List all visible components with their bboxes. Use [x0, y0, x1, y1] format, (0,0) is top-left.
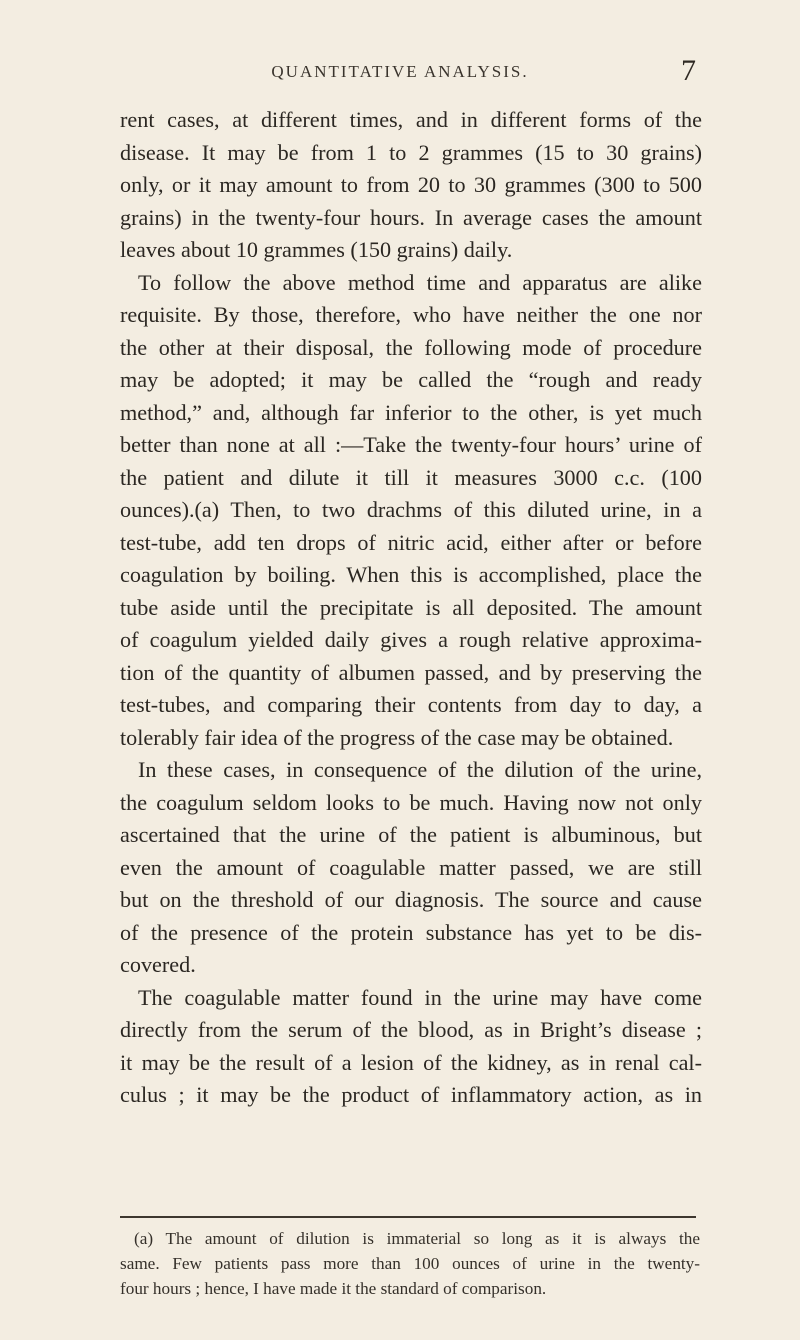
text-line: directly from the serum of the blood, as in Bright’s disease ;: [120, 1017, 702, 1042]
text-line: ascertained that the urine of the patient is albuminous, but: [120, 822, 702, 847]
paragraph-start-line: In these cases, in consequence of the dilution of the urine,: [138, 757, 702, 782]
text-line: the patient and dilute it till it measures 3000 c.c. (100: [120, 464, 702, 490]
text-line: culus ; it may be the product of inflammatory action, as in: [120, 1082, 702, 1107]
text-line: the coagulum seldom looks to be much. Having now not only: [120, 789, 702, 815]
text-line: test-tubes, and comparing their contents from day to day, a: [120, 692, 702, 717]
text-line: leaves about 10 grammes (150 grains) daily.: [120, 237, 513, 262]
text-line: better than none at all :—Take the twenty-four hours’ urine of: [120, 432, 702, 457]
text-line: it may be the result of a lesion of the kidney, as in renal cal-: [120, 1049, 702, 1075]
body-text: [120, 104, 702, 1112]
text-line: of coagulum yielded daily gives a rough relative approxima-: [120, 627, 702, 652]
paragraph-start-line: The coagulable matter found in the urine may have come: [138, 984, 702, 1010]
text-line: but on the threshold of our diagnosis. The source and cause: [120, 887, 702, 912]
text-line: tolerably fair idea of the progress of the case may be obtained.: [120, 724, 674, 750]
footnote-line: (a) The amount of dilution is immaterial so long as it is always the: [134, 1229, 700, 1248]
text-line: rent cases, at different times, and in different forms of the: [120, 107, 702, 132]
text-line: tion of the quantity of albumen passed, and by preserving the: [120, 659, 702, 685]
text-line: only, or it may amount to from 20 to 30 grammes (300 to 500: [120, 172, 702, 197]
footnote-line: same. Few patients pass more than 100 ounces of urine in the twenty-: [120, 1254, 700, 1273]
page-number: 7: [681, 54, 696, 87]
text-line: test-tube, add ten drops of nitric acid, either after or before: [120, 529, 702, 555]
text-line: requisite. By those, therefore, who have neither the one nor: [120, 302, 702, 327]
text-line: method,” and, although far inferior to the other, is yet much: [120, 399, 702, 425]
text-line: disease. It may be from 1 to 2 grammes (15 to 30 grains): [120, 139, 702, 165]
text-line: ounces).(a) Then, to two drachms of this diluted urine, in a: [120, 497, 702, 522]
running-title: QUANTITATIVE ANALYSIS.: [271, 62, 529, 81]
running-head: [0, 54, 800, 88]
text-line: may be adopted; it may be called the “rough and ready: [120, 367, 702, 392]
paragraph-start-line: To follow the above method time and apparatus are alike: [138, 269, 702, 295]
text-line: tube aside until the precipitate is all deposited. The amount: [120, 594, 702, 620]
text-line: even the amount of coagulable matter passed, we are still: [120, 854, 702, 880]
text-line: grains) in the twenty-four hours. In average cases the amount: [120, 204, 702, 230]
text-line: the other at their disposal, the following mode of procedure: [120, 334, 702, 360]
footnote-divider: [120, 1216, 696, 1218]
text-line: coagulation by boiling. When this is accomplished, place the: [120, 562, 702, 587]
footnote: [120, 1226, 700, 1301]
text-line: of the presence of the protein substance has yet to be dis-: [120, 919, 702, 945]
text-line: covered.: [120, 952, 196, 977]
footnote-line: four hours ; hence, I have made it the standard of comparison.: [120, 1279, 547, 1298]
